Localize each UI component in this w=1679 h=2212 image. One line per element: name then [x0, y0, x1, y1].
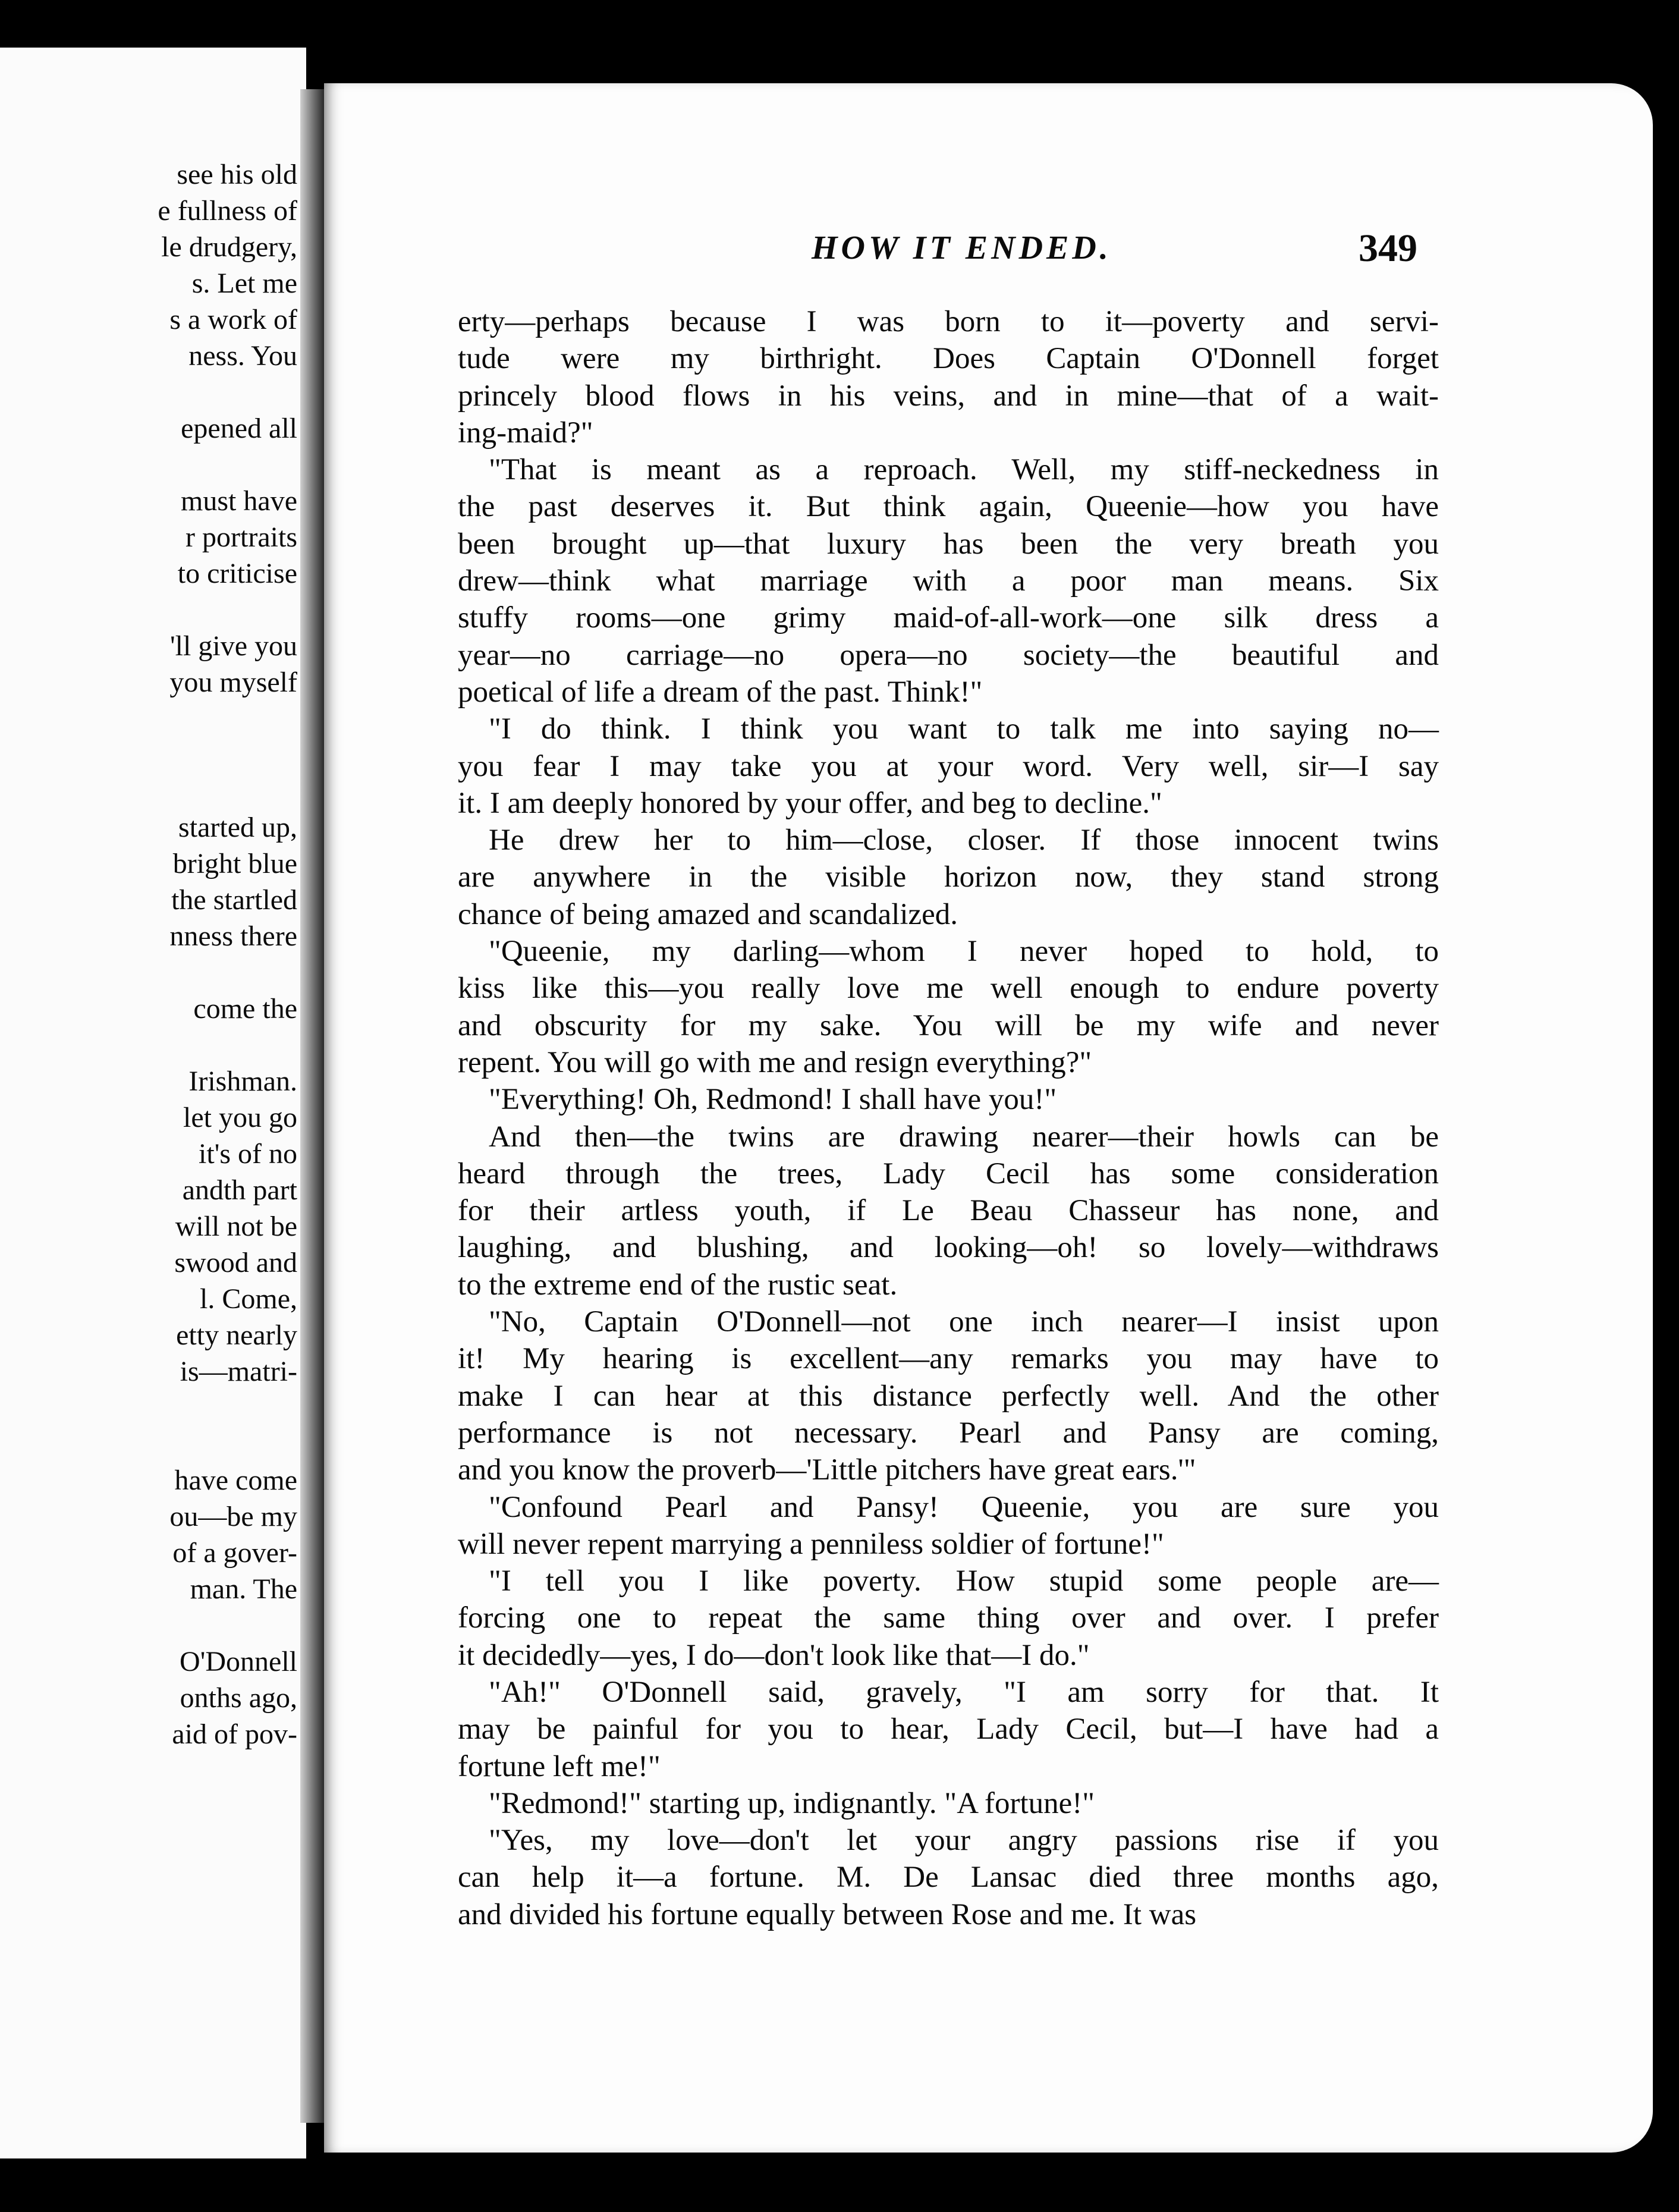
- left-page-line: Irishman.: [188, 1066, 297, 1097]
- left-page-line: ness. You: [188, 340, 297, 372]
- left-page-line: [0, 954, 297, 991]
- left-page-line: r portraits: [185, 521, 297, 553]
- left-page-line: let you go: [183, 1102, 297, 1133]
- left-page-line: will not be: [175, 1211, 297, 1242]
- text-line: drew—think what marriage with a poor man means. Six: [458, 564, 1439, 598]
- left-page-line: aid of pov-: [172, 1718, 297, 1750]
- text-line: princely blood flows in his veins, and in mine—that of a wait-: [458, 379, 1439, 413]
- left-page-line: [0, 48, 297, 84]
- left-page: [0, 48, 306, 2158]
- text-line: ing-maid?": [458, 416, 593, 450]
- text-line: year—no carriage—no opera—no society—the beautiful and: [458, 638, 1439, 672]
- left-page-line: it's of no: [199, 1138, 297, 1170]
- left-page-line: [0, 84, 297, 120]
- text-line: poetical of life a dream of the past. Think!": [458, 675, 983, 709]
- left-page-line: onths ago,: [180, 1682, 297, 1714]
- left-page-line: [0, 1390, 297, 1426]
- text-line: can help it—a fortune. M. De Lansac died three months ago,: [458, 1861, 1439, 1894]
- left-page-line: etty nearly: [176, 1319, 297, 1351]
- left-page-line: l. Come,: [200, 1283, 297, 1315]
- text-line: "That is meant as a reproach. Well, my stiff-neckedness in: [489, 453, 1439, 487]
- left-page-line: is—matri-: [180, 1356, 297, 1387]
- text-line: fortune left me!": [458, 1749, 661, 1783]
- left-page-line: s a work of: [169, 304, 297, 335]
- left-page-line: nness there: [169, 920, 297, 952]
- text-line: He drew her to him—close, closer. If those innocent twins: [489, 824, 1439, 857]
- text-line: forcing one to repeat the same thing over and over. I prefer: [458, 1601, 1439, 1635]
- book-gutter: [300, 89, 324, 2123]
- text-line: performance is not necessary. Pearl and Pansy are coming,: [458, 1416, 1439, 1450]
- text-line: "Confound Pearl and Pansy! Queenie, you are sure you: [489, 1490, 1439, 1524]
- text-line: chance of being amazed and scandalized.: [458, 897, 958, 931]
- text-line: for their artless youth, if Le Beau Chasseur has none, and: [458, 1194, 1439, 1228]
- text-line: may be painful for you to hear, Lady Cecil, but—I have had a: [458, 1713, 1439, 1746]
- left-page-line: e fullness of: [158, 195, 297, 227]
- left-page-line: ou—be my: [169, 1501, 297, 1532]
- text-line: repent. You will go with me and resign everything?": [458, 1045, 1092, 1079]
- left-page-line: must have: [181, 485, 297, 517]
- left-page-line: the startled: [171, 884, 297, 916]
- running-head: HOW IT ENDED.: [812, 230, 1112, 266]
- text-line: "Redmond!" starting up, indignantly. "A fortune!": [489, 1786, 1095, 1820]
- left-page-line: of a gover-: [172, 1537, 297, 1569]
- left-page-line: [0, 447, 297, 483]
- text-line: stuffy rooms—one grimy maid-of-all-work—one silk dress a: [458, 601, 1439, 635]
- text-line: kiss like this—you really love me well enough to endure poverty: [458, 972, 1439, 1006]
- left-page-line: le drudgery,: [161, 231, 297, 263]
- left-page-line: to criticise: [177, 558, 297, 589]
- page-header: [324, 229, 1653, 276]
- text-line: "No, Captain O'Donnell—not one inch nearer—I insist upon: [489, 1305, 1439, 1339]
- text-line: "I do think. I think you want to talk me into saying no—: [489, 712, 1439, 746]
- text-line: "Everything! Oh, Redmond! I shall have you!": [489, 1083, 1057, 1117]
- left-page-line: [0, 737, 297, 773]
- left-page-line: see his old: [177, 159, 297, 190]
- text-line: are anywhere in the visible horizon now, they stand strong: [458, 860, 1439, 894]
- text-line: heard through the trees, Lady Cecil has some consideration: [458, 1157, 1439, 1190]
- left-page-line: [0, 374, 297, 410]
- text-line: "Yes, my love—don't let your angry passions rise if you: [489, 1824, 1439, 1858]
- left-page-line: man. The: [190, 1573, 297, 1605]
- text-line: "I tell you I like poverty. How stupid some people are—: [489, 1564, 1439, 1598]
- text-line: it decidedly—yes, I do—don't look like that—I do.": [458, 1638, 1090, 1672]
- left-page-line: come the: [193, 993, 297, 1025]
- text-line: "Queenie, my darling—whom I never hoped to hold, to: [489, 935, 1439, 969]
- left-page-line: you myself: [169, 667, 297, 698]
- left-page-line: started up,: [178, 812, 297, 843]
- left-page-line: [0, 592, 297, 628]
- text-line: make I can hear at this distance perfectly well. And the other: [458, 1379, 1439, 1413]
- left-page-line: have come: [174, 1465, 297, 1496]
- text-line: and divided his fortune equally between Rose and me. It was: [458, 1897, 1197, 1931]
- page-number: 349: [1359, 227, 1417, 270]
- text-line: been brought up—that luxury has been the very breath you: [458, 527, 1439, 561]
- text-line: tude were my birthright. Does Captain O'Donnell forget: [458, 342, 1439, 376]
- text-line: it! My hearing is excellent—any remarks you may have to: [458, 1342, 1439, 1376]
- body-text: [458, 303, 1439, 1933]
- left-page-line: O'Donnell: [180, 1646, 297, 1677]
- left-page-line: [0, 773, 297, 809]
- text-line: the past deserves it. But think again, Queenie—how you have: [458, 490, 1439, 524]
- text-line: to the extreme end of the rustic seat.: [458, 1268, 898, 1302]
- text-line: and you know the proverb—'Little pitchers have great ears.'": [458, 1453, 1196, 1487]
- text-line: and obscurity for my sake. You will be my wife and never: [458, 1008, 1439, 1042]
- right-page: [324, 83, 1653, 2153]
- left-page-line: 'll give you: [170, 630, 297, 662]
- left-page-line: [0, 120, 297, 156]
- text-line: laughing, and blushing, and looking—oh! so lovely—withdraws: [458, 1231, 1439, 1265]
- left-page-line: [0, 1027, 297, 1063]
- left-page-line: epened all: [181, 413, 297, 444]
- left-page-line: s. Let me: [191, 268, 297, 299]
- text-line: And then—the twins are drawing nearer—their howls can be: [489, 1120, 1439, 1154]
- left-page-text: [0, 48, 297, 1752]
- left-page-line: [0, 700, 297, 737]
- left-page-line: [0, 1426, 297, 1462]
- text-line: will never repent marrying a penniless soldier of fortune!": [458, 1527, 1164, 1561]
- left-page-line: andth part: [182, 1174, 297, 1206]
- left-page-line: [0, 1607, 297, 1644]
- left-page-line: swood and: [174, 1247, 297, 1278]
- text-line: you fear I may take you at your word. Very well, sir—I say: [458, 749, 1439, 783]
- text-line: erty—perhaps because I was born to it—poverty and servi-: [458, 305, 1439, 338]
- left-page-line: bright blue: [172, 848, 297, 879]
- text-line: "Ah!" O'Donnell said, gravely, "I am sorry for that. It: [489, 1675, 1439, 1709]
- text-line: it. I am deeply honored by your offer, and beg to decline.": [458, 786, 1162, 820]
